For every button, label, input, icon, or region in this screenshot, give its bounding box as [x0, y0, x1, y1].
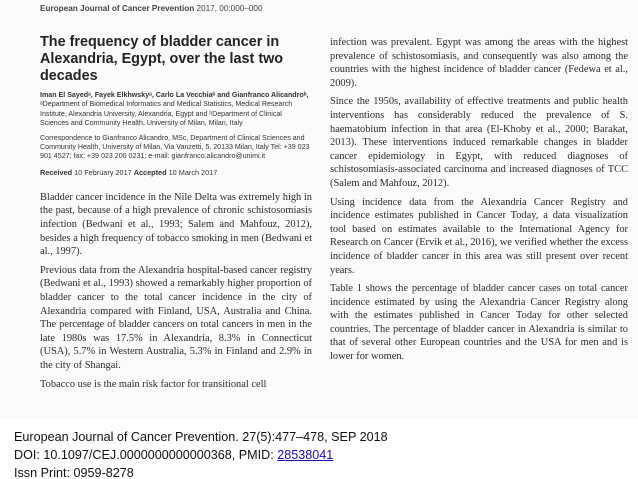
- received-label: Received: [40, 167, 73, 177]
- author-names: Iman El Sayedᵃ, Fayek Elkhwskyᵃ, Carlo La Vecchiaᵇ and Gianfranco Alicandroᵇ,: [40, 91, 309, 99]
- left-column: [40, 34, 312, 391]
- journal-name: European Journal of Cancer Prevention: [40, 4, 195, 13]
- doi-line: [14, 446, 388, 464]
- author-block: [40, 91, 312, 129]
- accepted-label: Accepted: [133, 167, 167, 177]
- received-date: 10 February 2017: [74, 167, 132, 177]
- journal-running-header: [40, 4, 263, 13]
- journal-volume: 2017, 00:000–000: [196, 4, 263, 13]
- citation-line: European Journal of Cancer Prevention. 27(5):477–478, SEP 2018: [14, 430, 388, 444]
- doi-text: DOI: 10.1097/CEJ.0000000000000368, PMID:: [14, 448, 278, 462]
- body-paragraph: Previous data from the Alexandria hospital-based cancer registry (Bedwani et al., 1993) showed a remarkably higher proportion of bladder cancer to the total cancer incidence in the city of Alexandria compared with Finland, USA, Australia and China. The percentage of bladder cancers on total cancers in men in the late 1980s was 17.5% in Alexandria, 8.3% in Connecticut (USA), 5.7% in Western Australia, 5.3% in Finland and 2.9% in the city of Shangai.: [40, 264, 312, 371]
- caption-area: [0, 418, 638, 479]
- article-title: The frequency of bladder cancer in Alexandria, Egypt, over the last two decades: [40, 34, 284, 84]
- body-paragraph: Bladder cancer incidence in the Nile Delta was extremely high in the past, because of a high prevalence of chronic schistosomiasis infection (Bedwani et al., 1993; Salem and Mahfouz, 2012), besides a high frequency of tobacco smoking in men (Bedwani et al., 1997).: [40, 191, 312, 258]
- issn-line: Issn Print: 0959-8278: [14, 466, 134, 479]
- body-paragraph: infection was prevalent. Egypt was among the areas with the highest prevalence of schistosomiasis, and consequently was also among the countries with the highest incidence of bladder cancer (Fedewa et al., 2009).: [330, 37, 628, 89]
- body-paragraph-cut: Tobacco use is the main risk factor for transitional cell: [40, 378, 267, 390]
- correspondence: Correspondence to Gianfranco Alicandro, MSc, Department of Clinical Sciences and Community Health, University of Milan, Via Vanzetti, 5, 20133 Milan, Italy Tel: +39 023 901 4527; fax: +39 023 200 0231; e-mail: gianfranco.alicandro@unimi.it: [40, 133, 310, 161]
- author-affiliation: ᵃDepartment of Biomedical Informatics and Medical Statistics, Medical Research Institute, Alexandria University, Alexandria, Egypt and ᵇDepartment of Clinical Sciences and Community Health, University of Milan, Milan, Italy: [40, 100, 293, 128]
- pmid-link[interactable]: 28538041: [277, 448, 334, 462]
- accepted-date: 10 March 2017: [168, 167, 218, 177]
- right-column: [330, 36, 628, 369]
- body-paragraph: Since the 1950s, availability of effective treatments and public health interventions has considerably reduced the prevalence of S. haematobium infection in that area (El-Khoby et al., 2000; Barakat, 2013). These interventions induced remarkable changes in bladder cancer epidemiology in Egypt, with reduced diagnoses of schistosomiasis-associated carcinoma and increased diagnoses of TCC (Salem and Mahfouz, 2012).: [330, 96, 628, 189]
- citation-caption: [14, 428, 388, 479]
- body-paragraph: Using incidence data from the Alexandria Cancer Registry and incidence estimates published in Cancer Today, a data visualization tool based on estimates available to the International Agency for Research on Cancer (Ervik et al., 2016), we verified whether the excess incidence of bladder cancer in this area was still present over recent years.: [330, 196, 628, 276]
- article-dates: [40, 168, 312, 177]
- body-paragraph: Table 1 shows the percentage of bladder cancer cases on total cancer incidence estimated by using the Alexandria Cancer Registry along with the estimates published in Cancer Today for other selected countries. The percentage of bladder cancer in Alexandria is similar to that of several other European countries and the USA for men and is lower for women.: [330, 283, 628, 363]
